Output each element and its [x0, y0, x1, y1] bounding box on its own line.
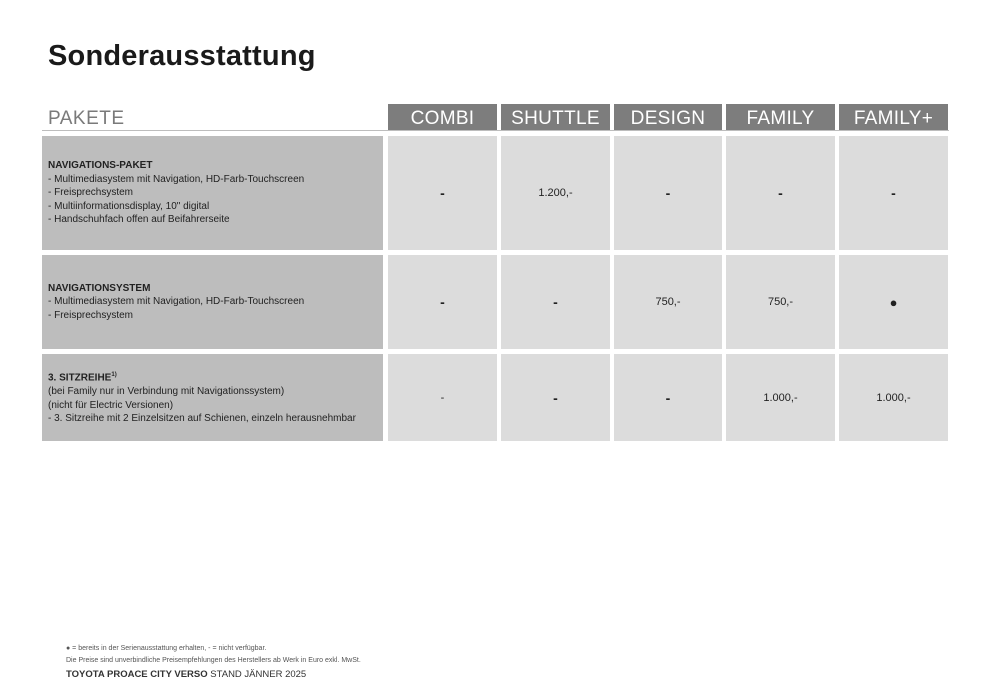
row-title: 3. SITZREIHE$^{1)}$ — [48, 372, 117, 384]
row-feature: - Multiinformationsdisplay, 10" digital — [48, 200, 210, 212]
price-cell: - — [839, 136, 948, 250]
price-cell: - — [501, 354, 610, 441]
legend-note: ● = bereits in der Serienausstattung erhalten, - = nicht verfügbar. — [66, 645, 267, 652]
table-row-navigations-paket — [42, 136, 383, 250]
price-cell: 750,- — [614, 255, 722, 349]
row-title: NAVIGATIONS-PAKET — [48, 160, 153, 172]
price-note: Die Preise sind unverbindliche Preisempfehlungen des Herstellers ab Werk in Euro exkl. MwSt. — [66, 657, 361, 664]
price-cell: - — [501, 255, 610, 349]
header-divider — [42, 130, 949, 131]
price-cell: - — [614, 354, 722, 441]
price-cell: 750,- — [726, 255, 835, 349]
row-feature: (bei Family nur in Verbindung mit Navigationssystem) — [48, 386, 285, 398]
row-feature: - Multimediasystem mit Navigation, HD-Farb-Touchscreen — [48, 173, 305, 185]
column-header-family: FAMILY — [726, 104, 835, 131]
price-cell: - — [388, 354, 497, 441]
page-title: Sonderausstattung — [48, 40, 316, 72]
footnote-marker: 1) — [111, 372, 117, 379]
row-feature: - Handschuhfach offen auf Beifahrerseite — [48, 214, 230, 226]
status-date: STAND JÄNNER 2025 — [210, 669, 307, 680]
price-cell: - — [388, 136, 497, 250]
table-corner-label: PAKETE — [48, 108, 125, 129]
row-feature: - Multimediasystem mit Navigation, HD-Farb-Touchscreen — [48, 296, 305, 308]
column-header-family-plus: FAMILY+ — [839, 104, 948, 131]
brand-name: TOYOTA PROACE CITY VERSO — [66, 669, 208, 680]
row-feature: - Freisprechsystem — [48, 309, 134, 321]
footer-brand — [66, 669, 306, 680]
row-feature: - Freisprechsystem — [48, 187, 134, 199]
table-row-navigationsystem — [42, 255, 383, 349]
price-cell: - — [614, 136, 722, 250]
column-header-combi: COMBI — [388, 104, 497, 131]
row-feature: - 3. Sitzreihe mit 2 Einzelsitzen auf Schienen, einzeln herausnehmbar — [48, 413, 356, 425]
price-cell: 1.200,- — [501, 136, 610, 250]
table-row-3-sitzreihe — [42, 354, 383, 441]
column-header-shuttle: SHUTTLE — [501, 104, 610, 131]
standard-equipment-dot: ● — [839, 255, 948, 349]
column-header-design: DESIGN — [614, 104, 722, 131]
price-cell: 1.000,- — [839, 354, 948, 441]
price-cell: 1.000,- — [726, 354, 835, 441]
price-cell: - — [388, 255, 497, 349]
row-feature: (nicht für Electric Versionen) — [48, 399, 174, 411]
row-title: NAVIGATIONSYSTEM — [48, 282, 151, 294]
price-cell: - — [726, 136, 835, 250]
